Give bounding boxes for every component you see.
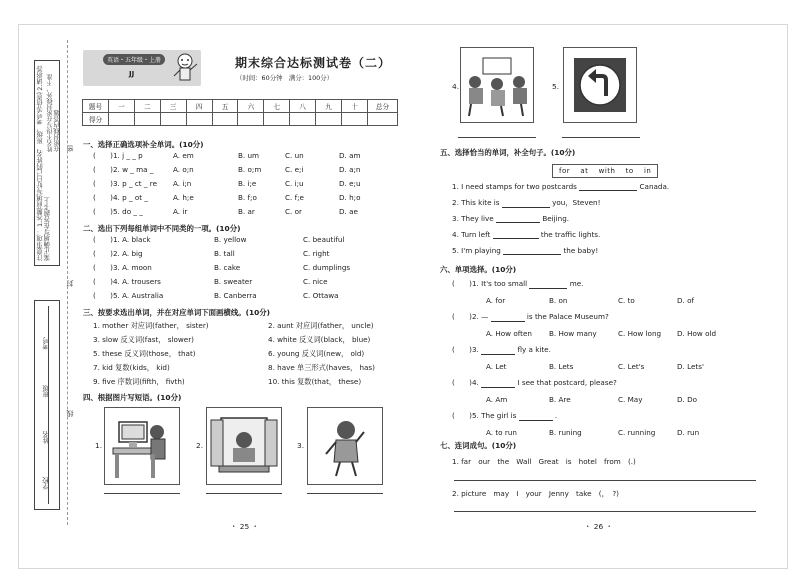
option-b[interactable]: B. o;m: [238, 165, 262, 174]
mascot-icon: [171, 52, 199, 84]
score-input[interactable]: [264, 113, 290, 126]
score-cell: 五: [212, 100, 238, 113]
option-d[interactable]: D. ae: [339, 207, 358, 216]
option-b[interactable]: B. How many: [549, 329, 597, 338]
list-item: [452, 198, 772, 214]
answer-line-order-2[interactable]: [454, 511, 756, 512]
section-5-title: 五、选择恰当的单词，补全句子。(10分): [440, 148, 576, 157]
option-c[interactable]: C. May: [618, 395, 643, 404]
question[interactable]: ( )3. p _ ct _ re: [93, 179, 158, 188]
score-value-row: [83, 113, 398, 126]
notice-text: 注意事项： 1.答题前填写好自己的姓名、班级、考号等信息 2.请将答案正确填写在答题卡上: [36, 65, 52, 261]
sentence-post: Beijing.: [542, 214, 570, 223]
rule-text: 姓名不得写在密封线外，不准在密封线内答题: [47, 74, 61, 152]
label-name: 姓名: [42, 431, 50, 444]
list-item: [93, 249, 413, 263]
score-input[interactable]: [238, 113, 264, 126]
header-banner: [83, 50, 201, 86]
question[interactable]: ( )2. w _ ma _: [93, 165, 154, 174]
option-d[interactable]: D. e;u: [339, 179, 361, 188]
score-cell: 总分: [368, 100, 398, 113]
question[interactable]: 6. young 反义词(new， old): [268, 349, 365, 358]
option-c[interactable]: C. dumplings: [303, 263, 351, 272]
option-b[interactable]: B. runing: [549, 428, 582, 437]
section-7-title: 七、连词成句。(10分): [440, 441, 517, 450]
section-1-title: 一、选择正确选项补全单词。(10分): [83, 140, 204, 149]
list-item: [452, 312, 772, 345]
list-item: [93, 321, 423, 335]
score-cell: 三: [160, 100, 186, 113]
pic-num-1: 1.: [95, 441, 103, 450]
label-school: 学校: [42, 477, 50, 490]
question[interactable]: 2. aunt 对应词(father， uncle): [268, 321, 374, 330]
score-input[interactable]: [368, 113, 398, 126]
score-input[interactable]: [212, 113, 238, 126]
option-b[interactable]: B. i;e: [238, 179, 257, 188]
list-item: [452, 345, 772, 378]
list-item: [93, 151, 413, 165]
sentence-post: the baby!: [563, 246, 599, 255]
question[interactable]: 10. this 复数(that， these): [268, 377, 362, 386]
option-c[interactable]: C. nice: [303, 277, 328, 286]
list-item: [93, 235, 413, 249]
sign-picture: [563, 47, 637, 123]
turn-left-sign-icon: [564, 48, 636, 122]
question-tail: .: [554, 411, 558, 420]
question: ( )4.: [452, 378, 479, 387]
list-item: [93, 335, 423, 349]
line-word: 线: [66, 410, 74, 417]
question[interactable]: 1. mother 对应词(father， sister): [93, 321, 209, 330]
sentence-post: Canada.: [639, 182, 670, 191]
option-b[interactable]: B. on: [549, 296, 568, 305]
question[interactable]: ( )5. do _ _: [93, 207, 143, 216]
score-cell: 四: [186, 100, 212, 113]
blank[interactable]: [491, 314, 525, 322]
question[interactable]: ( )4. p _ ot _: [93, 193, 148, 202]
option-a[interactable]: A. for: [486, 296, 506, 305]
option-b[interactable]: B. cake: [214, 263, 241, 272]
section-3-title: 三、按要求选出单词，并在对应单词下面画横线。(10分): [83, 308, 271, 317]
answer-line-1[interactable]: [104, 493, 180, 494]
exam-subtitle: （时间：60分钟 满分：100分）: [236, 74, 334, 82]
sentence-pre: 4. Turn left: [452, 230, 491, 239]
score-cell: 一: [109, 100, 135, 113]
option-b[interactable]: B. Canberra: [214, 291, 257, 300]
score-table: [82, 99, 398, 126]
section-6-list: [452, 279, 772, 444]
grade-badge: 英语・五年级・上册: [103, 54, 165, 65]
blank[interactable]: [493, 231, 539, 239]
pic-num-4: 4.: [452, 82, 460, 91]
option-c[interactable]: C. Let's: [618, 362, 645, 371]
option-c[interactable]: C. How long: [618, 329, 662, 338]
option-b[interactable]: B. ar: [238, 207, 255, 216]
question-tail: is the Palace Museum?: [526, 312, 609, 321]
question[interactable]: ( )1. A. black: [93, 235, 151, 244]
option-d[interactable]: D. h;o: [339, 193, 361, 202]
list-item: [93, 377, 423, 391]
question[interactable]: ( )4. A. trousers: [93, 277, 161, 286]
option-b[interactable]: B. tall: [214, 249, 235, 258]
list-item: [93, 207, 413, 221]
option-a[interactable]: A. o;n: [173, 165, 194, 174]
score-input[interactable]: [316, 113, 342, 126]
option-a[interactable]: A. h;e: [173, 193, 194, 202]
kid-icon: [308, 408, 382, 484]
list-item: [452, 279, 772, 312]
option-d[interactable]: D. am: [339, 151, 361, 160]
blank[interactable]: [503, 247, 561, 255]
list-item: [93, 277, 413, 291]
option-c[interactable]: C. beautiful: [303, 235, 345, 244]
section-2-title: 二、选出下列每组单词中不同类的一项。(10分): [83, 224, 241, 233]
sentence-post: the traffic lights.: [540, 230, 601, 239]
answer-line-2[interactable]: [206, 493, 282, 494]
friends-picture: [460, 47, 534, 123]
blank[interactable]: [502, 200, 550, 208]
option-c[interactable]: C. Ottawa: [303, 291, 339, 300]
blank[interactable]: [481, 347, 515, 355]
question[interactable]: ( )2. A. big: [93, 249, 143, 258]
label-id: 考号: [42, 337, 50, 350]
sentence-pre: 1. I need stamps for two postcards: [452, 182, 577, 191]
question[interactable]: 4. white 反义词(black， blue): [268, 335, 371, 344]
page-number-left: ・ 25 ・: [230, 522, 259, 531]
answer-line-order-1[interactable]: [454, 480, 756, 481]
option-a[interactable]: A. i;n: [173, 179, 192, 188]
question: ( )5. The girl is: [452, 411, 517, 420]
list-item: [93, 193, 413, 207]
info-box: [34, 300, 60, 510]
question[interactable]: 3. slow 反义词(fast， slower): [93, 335, 194, 344]
option-c[interactable]: C. un: [285, 151, 304, 160]
question: ( )1. It's too small: [452, 279, 528, 288]
exam-title: 期末综合达标测试卷（二）: [235, 56, 392, 70]
sentence-order-2: 2. picture may I your Jenny take (， ?): [452, 489, 619, 498]
word-bank: for at with to in: [552, 164, 658, 178]
section-2-list: [93, 235, 413, 305]
score-cell: 七: [264, 100, 290, 113]
option-c[interactable]: C. running: [618, 428, 656, 437]
blank[interactable]: [579, 183, 637, 191]
list-item: [93, 263, 413, 277]
list-item: [93, 165, 413, 179]
option-a[interactable]: A. How often: [486, 329, 532, 338]
option-d[interactable]: D. run: [677, 428, 700, 437]
score-cell: 九: [316, 100, 342, 113]
question: ( )3.: [452, 345, 479, 354]
blank[interactable]: [496, 215, 540, 223]
score-cell: 二: [134, 100, 160, 113]
section-1-list: [93, 151, 413, 221]
option-d[interactable]: D. a;n: [339, 165, 361, 174]
option-b[interactable]: B. um: [238, 151, 260, 160]
score-input[interactable]: [160, 113, 186, 126]
page-number-right: ・ 26 ・: [584, 522, 613, 531]
sentence-post: you，Steven!: [552, 198, 601, 207]
info-field-lines: [48, 306, 49, 504]
option-a[interactable]: A. ir: [173, 207, 188, 216]
pic-num-3: 3.: [297, 441, 305, 450]
list-item: [452, 182, 772, 198]
option-d[interactable]: D. Lets': [677, 362, 704, 371]
score-cell: 六: [238, 100, 264, 113]
blank[interactable]: [481, 380, 515, 388]
list-item: [93, 363, 423, 377]
answer-line-3[interactable]: [307, 493, 383, 494]
list-item: [93, 349, 423, 363]
list-item: [452, 230, 772, 246]
computer-picture: [104, 407, 180, 485]
option-b[interactable]: B. Lets: [549, 362, 574, 371]
score-cell: 八: [290, 100, 316, 113]
list-item: [452, 214, 772, 230]
question[interactable]: 8. have 单三形式(haves， has): [268, 363, 375, 372]
section-3-list: [93, 321, 423, 391]
window-icon: [207, 408, 281, 484]
option-d[interactable]: D. Do: [677, 395, 698, 404]
option-b[interactable]: B. Are: [549, 395, 571, 404]
list-item: [452, 378, 772, 411]
section-4-title: 四、根据图片写短语。(10分): [83, 393, 182, 402]
option-b[interactable]: B. f;o: [238, 193, 257, 202]
cut-line: [67, 40, 68, 525]
option-c[interactable]: C. to: [618, 296, 635, 305]
list-item: [452, 246, 772, 262]
list-item: [93, 179, 413, 193]
option-a[interactable]: A. Am: [486, 395, 508, 404]
option-b[interactable]: B. sweater: [214, 277, 253, 286]
label-class: 班级: [42, 385, 50, 398]
option-c[interactable]: C. or: [285, 207, 302, 216]
question[interactable]: ( )1. j _ _ p: [93, 151, 143, 160]
option-c[interactable]: C. f;e: [285, 193, 304, 202]
option-d[interactable]: D. How old: [677, 329, 717, 338]
sentence-pre: 5. I'm playing: [452, 246, 501, 255]
question[interactable]: ( )3. A. moon: [93, 263, 152, 272]
sentence-order-1: 1. far our the Wall Great is hotel from (.): [452, 457, 636, 466]
question: ( )2. —: [452, 312, 489, 321]
sentence-pre: 3. They live: [452, 214, 494, 223]
option-c[interactable]: C. right: [303, 249, 330, 258]
score-input[interactable]: [290, 113, 316, 126]
score-input[interactable]: [134, 113, 160, 126]
pic-num-2: 2.: [196, 441, 204, 450]
computer-icon: [105, 408, 179, 484]
pic-num-5: 5.: [552, 82, 560, 91]
score-input[interactable]: [109, 113, 135, 126]
blank[interactable]: [519, 413, 553, 421]
score-input[interactable]: [342, 113, 368, 126]
question[interactable]: ( )5. A. Australia: [93, 291, 164, 300]
option-a[interactable]: A. Let: [486, 362, 507, 371]
question-tail: fly a kite.: [517, 345, 551, 354]
option-a[interactable]: A. to run: [486, 428, 517, 437]
answer-line-5[interactable]: [562, 137, 640, 138]
option-c[interactable]: C. e;i: [285, 165, 304, 174]
window-picture: [206, 407, 282, 485]
seal-word: 密: [66, 145, 74, 152]
question[interactable]: 5. these 反义词(those， that): [93, 349, 196, 358]
option-d[interactable]: D. of: [677, 296, 695, 305]
kid-picture: [307, 407, 383, 485]
score-cell: 得分: [83, 113, 109, 126]
score-input[interactable]: [186, 113, 212, 126]
edition-label: JJ: [129, 70, 135, 78]
question-tail: I see that postcard, please?: [517, 378, 617, 387]
blank[interactable]: [529, 281, 567, 289]
list-item: [93, 291, 413, 305]
section-5-list: [452, 182, 772, 262]
score-cell: 题号: [83, 100, 109, 113]
question[interactable]: 9. five 序数词(fifth， fivth): [93, 377, 185, 386]
people-icon: [461, 48, 533, 122]
fold-word: 封: [66, 280, 74, 287]
answer-line-4[interactable]: [458, 137, 536, 138]
option-a[interactable]: A. em: [173, 151, 194, 160]
score-cell: 十: [342, 100, 368, 113]
option-b[interactable]: B. yellow: [214, 235, 247, 244]
section-6-title: 六、单项选择。(10分): [440, 265, 517, 274]
question-tail: me.: [569, 279, 584, 288]
sentence-pre: 2. This kite is: [452, 198, 500, 207]
score-header-row: [83, 100, 398, 113]
option-c[interactable]: C. i;u: [285, 179, 304, 188]
question[interactable]: 7. kid 复数(kids， kid): [93, 363, 170, 372]
